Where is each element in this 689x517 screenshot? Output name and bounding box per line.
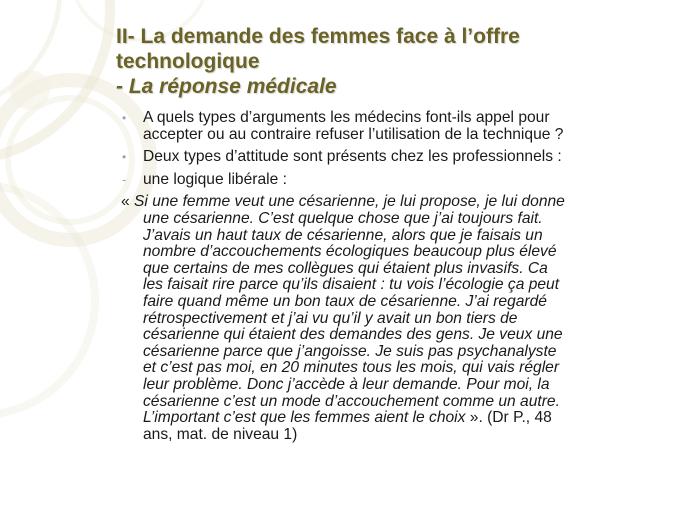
quote-line: une césarienne. C’est quelque chose que j’ai toujours fait. — [143, 209, 543, 227]
quote-open-mark: « — [121, 193, 135, 211]
slide-title — [116, 24, 676, 99]
bullet-line: accepter ou au contraire refuser l’utilisation de la technique ? — [143, 125, 564, 143]
quote-source: ». (Dr P., 48 — [465, 409, 552, 427]
interview-quote — [121, 194, 681, 443]
quote-line: et c’est pas moi, en 20 minutes tous les mois, qui vais régler — [143, 359, 560, 377]
bullet-line: A quels types d’arguments les médecins font-ils appel pour — [143, 109, 550, 126]
title-line-2: technologique — [116, 50, 260, 73]
quote-last-line — [143, 410, 681, 427]
bullet-dash-icon: - — [122, 171, 127, 187]
quote-line: les faisait rire parce qu’ils disaient : tu vois l’écologie ça peut — [143, 276, 560, 294]
bullet-line: Deux types d’attitude sont présents chez les professionnels : — [143, 148, 562, 166]
bullet-item — [121, 110, 681, 143]
quote-line: que certains de mes collègues qui étaient plus invasifs. Ca — [143, 259, 548, 277]
slide-body — [121, 110, 681, 443]
quote-first-line — [121, 194, 681, 211]
quote-line: césarienne c’est un mode d’accouchement comme un autre. — [143, 392, 560, 410]
quote-line: rétrospectivement et j’ai vu qu’il y avait un bon tiers de — [143, 309, 518, 327]
quote-text: Si une femme veut une césarienne, je lui propose, je lui donne — [134, 193, 565, 211]
quote-line: J’avais un haut taux de césarienne, alors que je faisais un — [143, 226, 543, 244]
quote-line: césarienne qui étaient des demandes des gens. Je veux une — [143, 326, 563, 344]
quote-line: leur problème. Donc j’accède à leur demande. Pour moi, la — [143, 375, 550, 393]
quote-source-tail: ans, mat. de niveau 1) — [143, 425, 298, 443]
quote-text: L’important c’est que les femmes aient le choix — [143, 409, 466, 427]
quote-line: césarienne parce que j’angoisse. Je suis pas psychanalyste — [143, 342, 557, 360]
bullet-item — [121, 172, 681, 189]
bullet-item — [121, 149, 681, 166]
bullet-dot-icon: • — [122, 111, 127, 125]
bullet-dot-icon: • — [122, 150, 127, 165]
quote-line: faire quand même un bon taux de césarienne. J’ai regardé — [143, 292, 547, 310]
slide-subtitle: - La réponse médicale — [116, 75, 337, 98]
quote-line: nombre d’accouchements écologiques beaucoup plus élevé — [143, 243, 557, 261]
title-line-1: II- La demande des femmes face à l’offre — [116, 25, 520, 48]
bullet-line: une logique libérale : — [143, 170, 287, 188]
